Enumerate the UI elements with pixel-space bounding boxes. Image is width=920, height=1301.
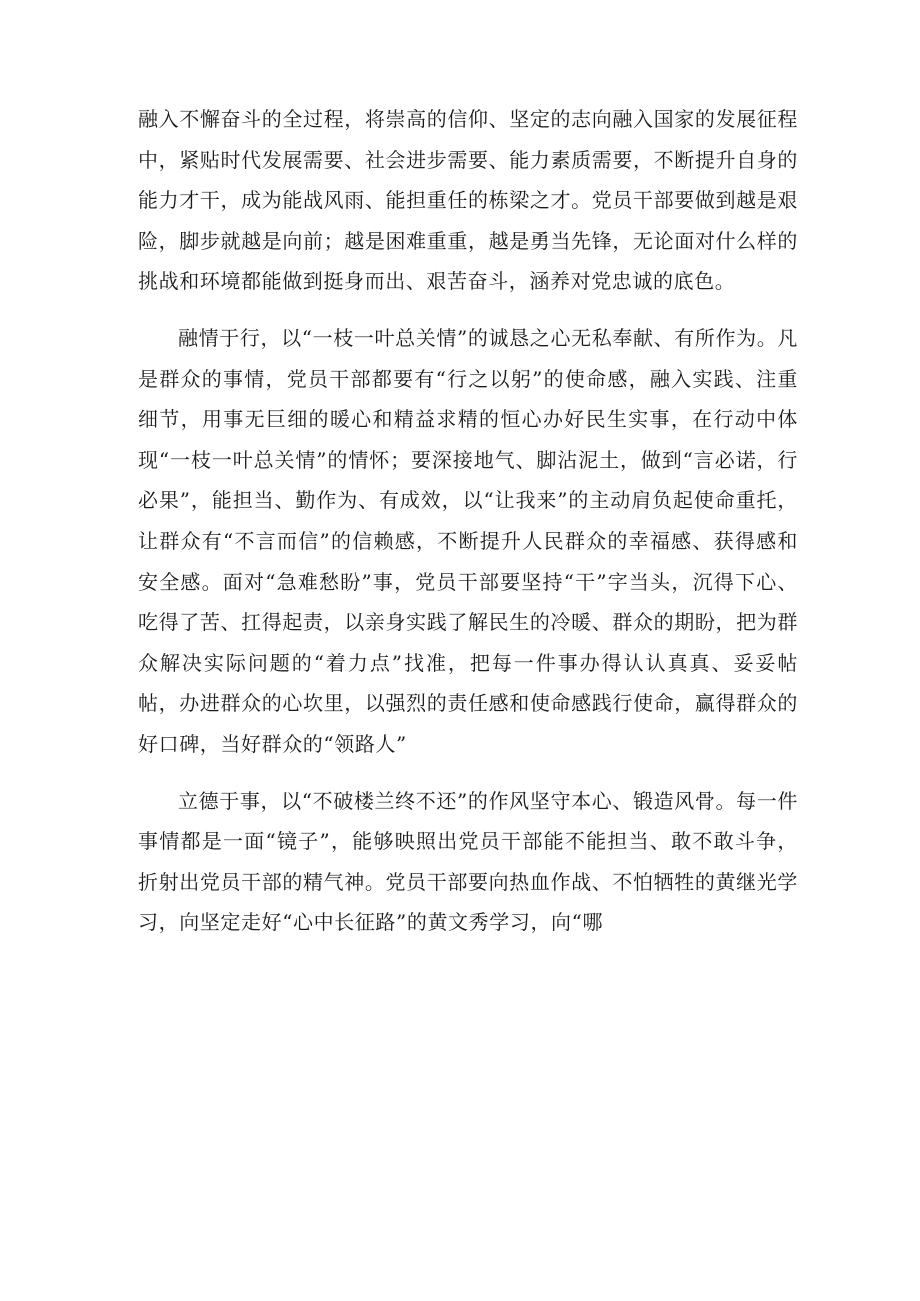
document-body <box>138 99 798 959</box>
paragraph-continuation: 融入不懈奋斗的全过程，将崇高的信仰、坚定的志向融入国家的发展征程中，紧贴时代发展需要、社会进步需要、能力素质需要，不断提升自身的能力才干，成为能战风雨、能担重任的栋梁之才。党员干部要做到越是艰险，脚步就越是向前；越是困难重重，越是勇当先锋，无论面对什么样的挑战和环境都能做到挺身而出、艰苦奋斗，涵养对党忠诚的底色。 <box>138 107 798 294</box>
paragraph-establish-virtue: 立德于事，以“不破楼兰终不还”的作风坚守本心、锻造风骨。每一件事情都是一面“镜子”，能够映照出党员干部能不能担当、敢不敢斗争，折射出党员干部的精气神。党员干部要向热血作战、不怕牺牲的黄继光学习，向坚定走好“心中长征路”的黄文秀学习，向“哪 <box>138 788 798 935</box>
paragraph-integrate-feeling: 融情于行，以“一枝一叶总关情”的诚恳之心无私奉献、有所作为。凡是群众的事情，党员干部都要有“行之以躬”的使命感，融入实践、注重细节，用事无巨细的暖心和精益求精的恒心办好民生实事，在行动中体现“一枝一叶总关情”的情怀；要深接地气、脚沾泥土，做到“言必诺，行必果”，能担当、勤作为、有成效，以“让我来”的主动肩负起使命重托，让群众有“不言而信”的信赖感，不断提升人民群众的幸福感、获得感和安全感。面对“急难愁盼”事，党员干部要坚持“干”字当头，沉得下心、吃得了苦、扛得起责，以亲身实践了解民生的冷暖、群众的期盼，把为群众解决实际问题的“着力点”找准，把每一件事办得认认真真、妥妥帖帖，办进群众的心坎里，以强烈的责任感和使命感践行使命，赢得群众的好口碑，当好群众的“领路人” <box>138 325 798 756</box>
